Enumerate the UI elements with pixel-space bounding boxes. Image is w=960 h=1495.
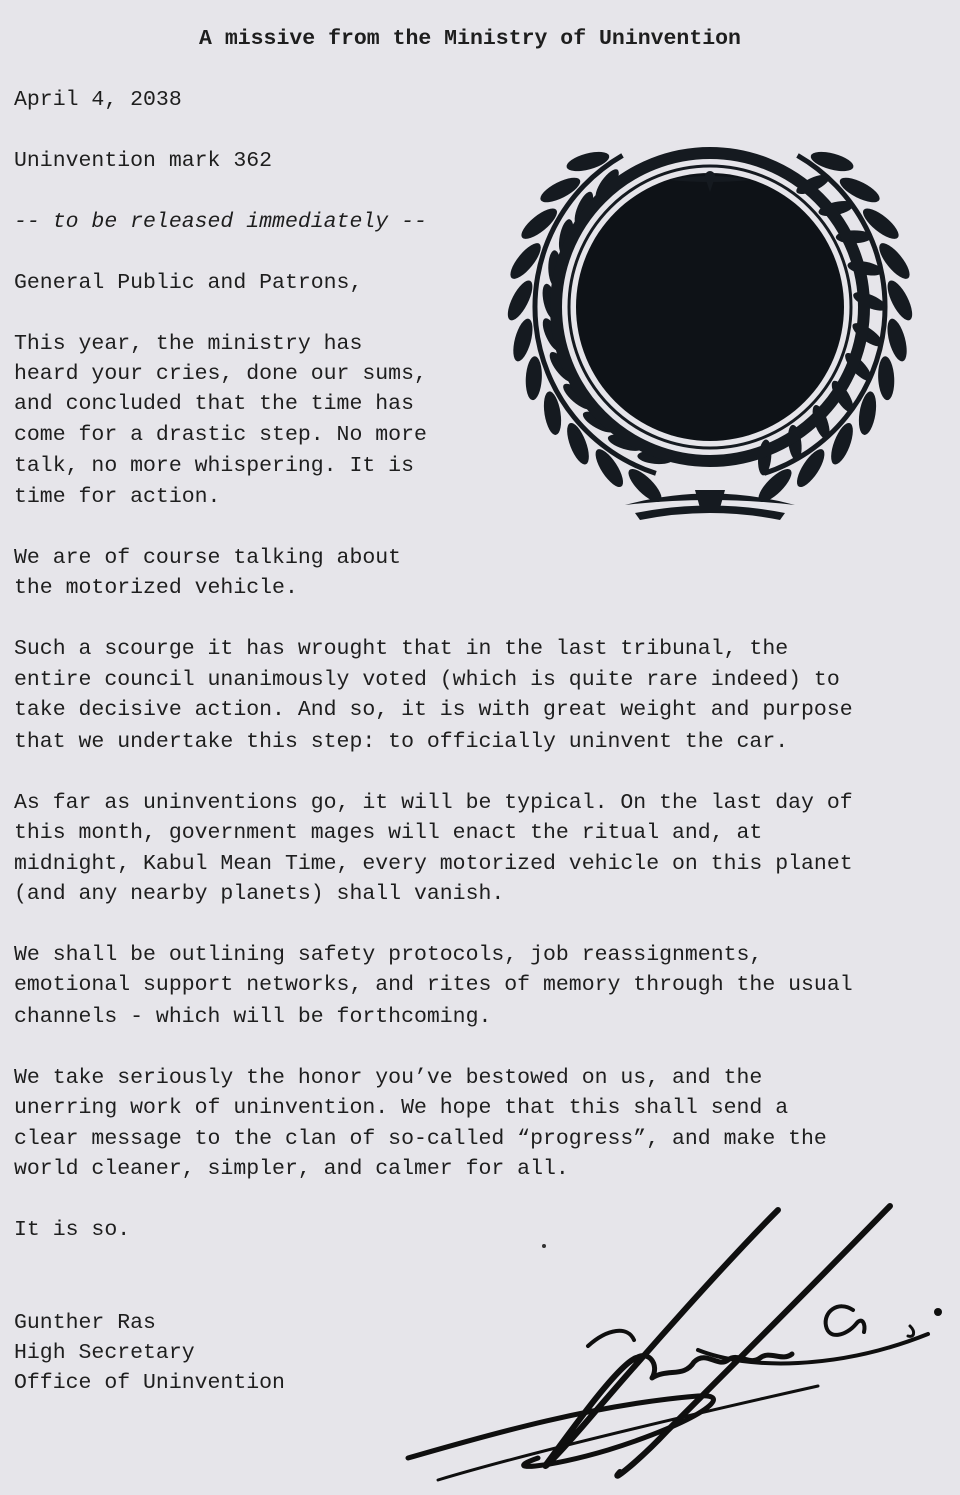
laurel-leaf: [884, 317, 911, 364]
paragraph-line: time for action.: [14, 485, 221, 509]
closing-line: It is so.: [14, 1218, 131, 1242]
laurel-leaf: [883, 277, 917, 323]
paragraph-line: world cleaner, simpler, and calmer for all.: [14, 1157, 569, 1181]
paragraph-line: the motorized vehicle.: [14, 576, 298, 600]
paragraph-line: As far as uninventions go, it will be typical. On the last day of: [14, 791, 853, 815]
paragraph-line: We are of course talking about: [14, 546, 402, 570]
paragraph-line: and concluded that the time has: [14, 392, 414, 416]
signer-office: Office of Uninvention: [14, 1371, 285, 1395]
signature-dot: [934, 1308, 942, 1316]
paragraph-line: take decisive action. And so, it is with great weight and purpose: [14, 698, 853, 722]
paragraph-line: emotional support networks, and rites of memory through the usual: [14, 973, 853, 997]
paragraph-line: We take seriously the honor you’ve bestowed on us, and the: [14, 1066, 763, 1090]
laurel-leaf: [509, 317, 536, 364]
laurel-leaf: [525, 356, 543, 401]
signer-title: High Secretary: [14, 1341, 195, 1365]
paragraph-line: entire council unanimously voted (which is quite rare indeed) to: [14, 668, 840, 692]
signer-name: Gunther Ras: [14, 1311, 156, 1335]
uninvention-mark: Uninvention mark 362: [14, 149, 273, 173]
paragraph-line: We shall be outlining safety protocols, job reassignments,: [14, 943, 763, 967]
laurel-leaf: [809, 148, 856, 175]
release-note: -- to be released immediately --: [14, 210, 427, 234]
paragraph-line: that we undertake this step: to officially uninvent the car.: [14, 730, 789, 754]
salutation: General Public and Patrons,: [14, 271, 363, 295]
paragraph-line: come for a drastic step. No more: [14, 423, 427, 447]
paragraph-line: (and any nearby planets) shall vanish.: [14, 882, 505, 906]
ink-speck: [542, 1244, 546, 1248]
paragraph-line: Such a scourge it has wrought that in the last tribunal, the: [14, 637, 789, 661]
handwritten-signature-icon: [398, 1200, 950, 1490]
paragraph-line: talk, no more whispering. It is: [14, 454, 414, 478]
laurel-leaf: [827, 420, 858, 467]
paragraph-line: unerring work of uninvention. We hope that this shall send a: [14, 1096, 789, 1120]
paragraph-line: heard your cries, done our sums,: [14, 362, 427, 386]
letter-date: April 4, 2038: [14, 88, 182, 112]
laurel-leaf: [563, 420, 594, 467]
laurel-wreath-seal-icon: [475, 110, 945, 540]
paragraph-line: clear message to the clan of so-called “progress”, and make the: [14, 1127, 827, 1151]
paragraph-line: this month, government mages will enact the ritual and, at: [14, 821, 763, 845]
laurel-leaf: [877, 356, 895, 401]
laurel-leaf: [503, 277, 537, 323]
paragraph-line: midnight, Kabul Mean Time, every motorized vehicle on this planet: [14, 852, 853, 876]
paragraph-line: channels - which will be forthcoming.: [14, 1005, 492, 1029]
laurel-leaf: [565, 148, 612, 175]
letter-title: A missive from the Ministry of Uninvention: [199, 27, 741, 51]
paragraph-line: This year, the ministry has: [14, 332, 363, 356]
seal-disc: [576, 173, 844, 441]
